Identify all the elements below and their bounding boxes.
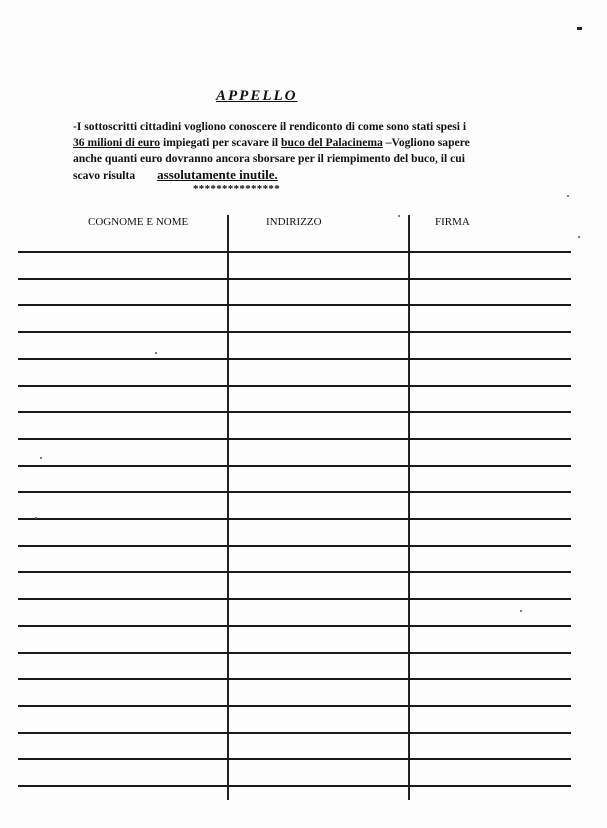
table-row-line: [18, 625, 571, 627]
table-row-line: [18, 732, 571, 734]
scan-mark: [577, 27, 582, 30]
text-segment: –Vogliono sapere: [382, 136, 470, 149]
document-title: APPELLO: [216, 88, 298, 104]
petition-text: [73, 119, 563, 184]
palacinema-underlined: buco del Palacinema: [281, 136, 383, 149]
table-row-line: [18, 571, 571, 573]
table-row-line: [18, 785, 571, 787]
table-row-line: [18, 491, 571, 493]
column-divider-1: [227, 215, 229, 800]
column-header-name: COGNOME E NOME: [88, 216, 189, 228]
table-row-line: [18, 411, 571, 413]
table-row-line: [18, 331, 571, 333]
table-row-line: [18, 678, 571, 680]
table-row-line: [18, 465, 571, 467]
table-row-line: [18, 304, 571, 306]
amount-underlined: 36 milioni di euro: [73, 136, 161, 149]
column-divider-2: [408, 215, 410, 800]
scan-speck: [520, 610, 522, 612]
text-segment: scavo risulta: [73, 169, 136, 182]
table-row-line: [18, 652, 571, 654]
column-header-signature: FIRMA: [435, 216, 470, 228]
table-row-line: [18, 758, 571, 760]
scan-speck: [398, 215, 400, 217]
table-row-line: [18, 545, 571, 547]
text-segment: -I sottoscritti cittadini vogliono conoscere il rendiconto di come sono stati spesi i: [73, 120, 467, 133]
scan-speck: [35, 517, 37, 519]
table-row-line: [18, 358, 571, 360]
scan-speck: [40, 457, 42, 459]
table-row-line: [18, 385, 571, 387]
scan-speck: [567, 195, 569, 197]
table-row-line: [18, 518, 571, 520]
table-row-line: [18, 705, 571, 707]
text-line-4: [73, 167, 563, 184]
text-segment: impiegati per scavare il: [160, 136, 282, 149]
text-line-2: [73, 135, 563, 151]
scan-speck: [155, 352, 157, 354]
table-row-line: [18, 251, 571, 253]
table-row-line: [18, 278, 571, 280]
column-header-address: INDIRIZZO: [266, 216, 322, 228]
table-row-line: [18, 438, 571, 440]
stars-divider: ***************: [193, 183, 280, 195]
text-line-1: [73, 119, 563, 135]
text-line-3: [73, 151, 563, 167]
scan-speck: [578, 236, 580, 238]
table-row-line: [18, 598, 571, 600]
text-segment: anche quanti euro dovranno ancora sborsare per il riempimento del buco, il cui: [73, 152, 465, 165]
emphasis-underlined: assolutamente inutile.: [157, 167, 278, 182]
